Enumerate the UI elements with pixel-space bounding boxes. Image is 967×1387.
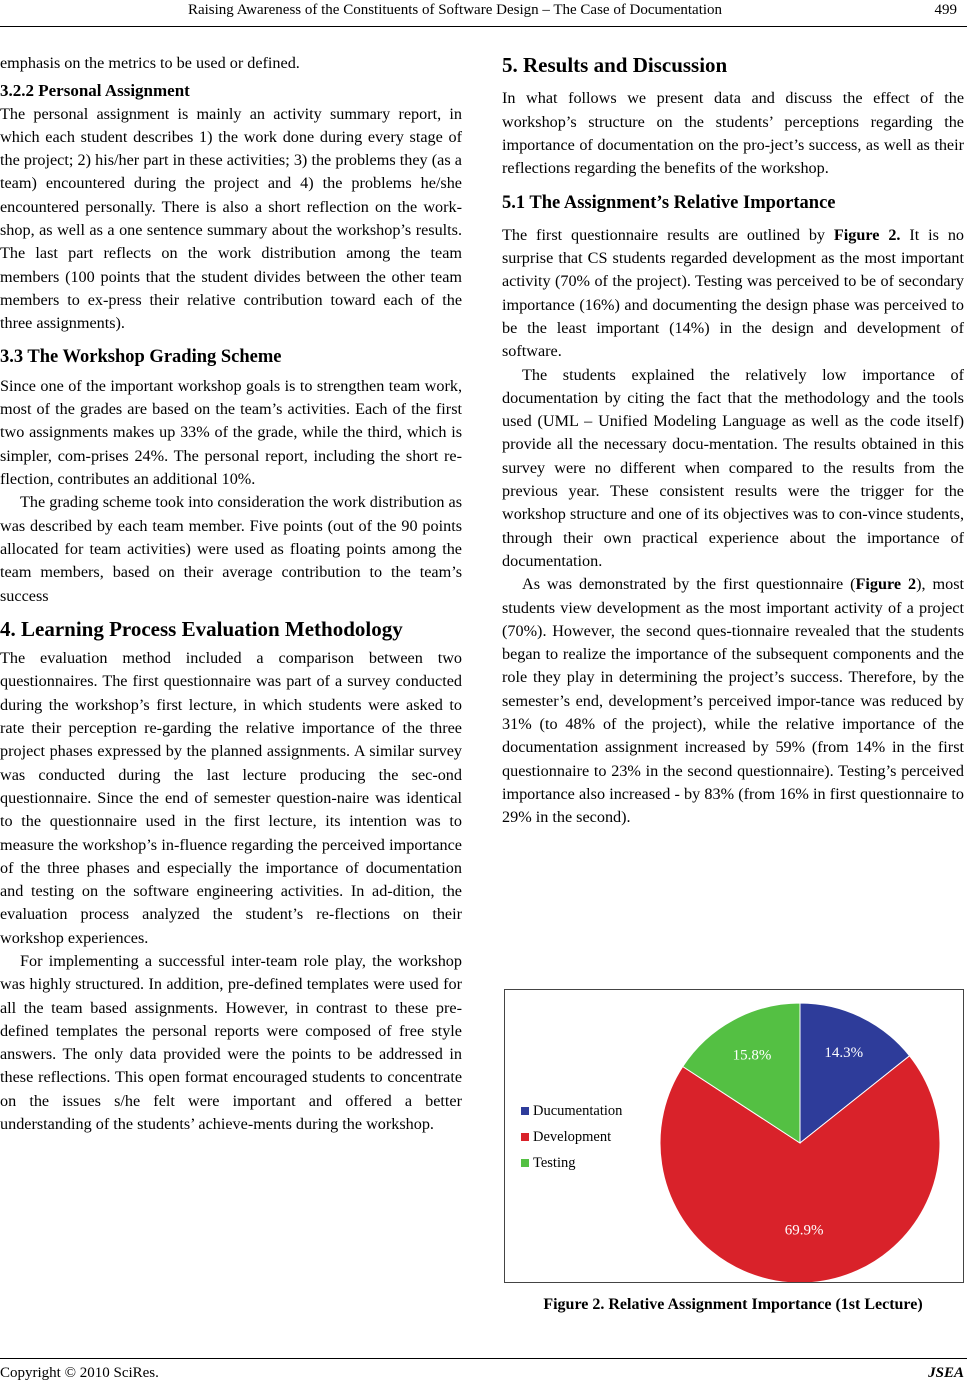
heading-personal-assignment: 3.2.2 Personal Assignment	[0, 81, 190, 101]
text-span: The first questionnaire results are outlined by	[502, 225, 834, 244]
paragraph-grading-1: Since one of the important workshop goals is to strengthen team work, most of the grades are based on the team’s activities. Each of the first two assignments makes up 33% of the grade, while the third, which is simpler, com-prises 24%. The personal report, including the short re-flection, contributes an additional 10%.	[0, 376, 462, 489]
heading-evaluation-methodology: 4. Learning Process Evaluation Methodology	[0, 616, 403, 641]
page-header	[0, 0, 967, 27]
pie-data-label: 15.8%	[732, 1047, 772, 1064]
left-column	[0, 52, 462, 1136]
text-span: It is no surprise that CS students regarded development as the most important activity (70% of the project). Testing was perceived to be of secondary importance (16%) and documenting the design phase was perceived to be the least important (14%) in the design and development of software.	[502, 225, 965, 361]
pie-data-label: 69.9%	[784, 1222, 824, 1239]
pie-data-label: 14.3%	[824, 1045, 864, 1062]
page-number: 499	[934, 2, 957, 18]
paragraph-intro: emphasis on the metrics to be used or defined.	[0, 54, 300, 72]
heading-results: 5. Results and Discussion	[502, 53, 728, 77]
pie-chart	[505, 990, 963, 1282]
paragraph-personal-assignment: The personal assignment is mainly an activity summary report, in which each student describes 1) the work done during every stage of the project; 2) his/her part in these activities; 3) the problems they (as a team) encountered during the project and 4) the problems he/she encountered personally. There is also a short reflection on the work-shop, as well as a one sentence summary about the workshop’s results. The last part reflects on the work distribution among the team members (100 points that the student divides between the other team members to ex-press their relative contribution toward each of the three assignments).	[0, 104, 462, 333]
paragraph-evaluation-1: The evaluation method included a comparison between two questionnaires. The first questionnaire was part of a survey conducted during the workshop’s first lecture, in which students were asked to rate their perception re-garding the relative importance of the three project phases expressed by the planned assignments. A similar survey was conducted during the last lecture producing the sec-ond questionnaire. Since the end of semester question-naire was identical to the questionnaire used in the first lecture, its intention was to measure the workshop’s in-fluence regarding the perceived importance of the three phases and especially the importance of documentation and testing on the software engineering activities. In ad-dition, the evaluation process analyzed the student’s re-flections on their workshop experiences.	[0, 649, 462, 947]
legend-label: Ducumentation	[533, 1103, 623, 1119]
paragraph-importance-3	[502, 573, 964, 829]
text-span: ), most students view development as the most important activity of a project (70%). However, the second ques-tionnaire revealed that the students began to realize the importance of the subsequent components and the role they play in determining the project’s success. Therefore, by the semester’s end, development’s perceived impor-tance was reduced by 31% (to 48% of the project), while the relative importance of the documentation assignment increased by 59% (from 14% in the first questionnaire to 23% in the second questionnaire). Testing’s perceived importance also increased - by 83% (from 16% in first questionnaire to 29% in the second).	[502, 575, 964, 827]
figure-pie-chart	[504, 989, 964, 1283]
journal-name: JSEA	[928, 1365, 964, 1381]
paragraph-importance-1	[502, 224, 964, 364]
figure-reference: Figure 2.	[833, 225, 901, 244]
legend-label: Testing	[533, 1155, 576, 1171]
paragraph-evaluation-2: For implementing a successful inter-team role play, the workshop was highly structured. In addition, pre-defined templates were used for all the team based assignments. However, in contrast to these pre-defined templates the personal reports were composed of free style answers. The only data provided were the points to be addressed in these reflections. This open format encouraged students to concentrate on the issues s/he felt were important and offered a better understanding of the students’ achieve-ments during the workshop.	[0, 951, 462, 1134]
heading-grading-scheme: 3.3 The Workshop Grading Scheme	[0, 346, 282, 367]
paragraph-importance-2: The students explained the relatively low importance of documentation by citing the fact that the methodology and the tools used (UML – Unified Modeling Language as well as the code itself) provide all the necessary docu-mentation. The results obtained in this survey were no different when compared to the results from the previous year. These consistent results were the trigger for the workshop structure and one of its objectives was to con-vince students, through their own practical experience about the importance of documentation.	[502, 365, 964, 570]
text-span: As was demonstrated by the first questionnaire (	[522, 575, 856, 594]
paragraph-grading-2: The grading scheme took into consideration the work distribution as was described by each team member. Five points (out of the 90 points allocated for team activities) were used as floating points among the team members, based on their average contribution to the team’s success	[0, 493, 462, 605]
page-footer	[0, 1358, 967, 1387]
legend-label: Development	[533, 1129, 612, 1145]
figure-reference: Figure 2	[855, 575, 917, 594]
right-column	[502, 52, 964, 830]
heading-relative-importance: 5.1 The Assignment’s Relative Importance	[502, 193, 836, 214]
paragraph-results: In what follows we present data and discuss the effect of the workshop’s structure on the students’ perceptions regarding the importance of documentation on the pro-ject’s success, as well as their reflections regarding the benefits of the workshop.	[502, 89, 964, 178]
figure-caption: Figure 2. Relative Assignment Importance (1st Lecture)	[543, 1296, 923, 1313]
copyright: Copyright © 2010 SciRes.	[0, 1365, 159, 1381]
running-title: Raising Awareness of the Constituents of Software Design – The Case of Documentation	[187, 2, 723, 18]
